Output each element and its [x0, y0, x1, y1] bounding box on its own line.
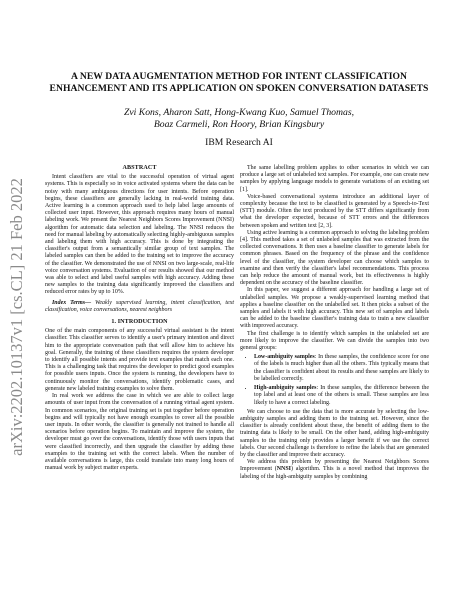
arxiv-id-text: arXiv:2202.10137v1 [cs.CL] 21 Feb 2022	[7, 178, 26, 456]
arxiv-identifier-sidebar	[4, 178, 30, 456]
bullet-label-low: Low-ambiguity samples	[254, 354, 315, 361]
introduction-heading: 1. INTRODUCTION	[111, 319, 168, 326]
body-paragraph-2: Voice-based conversational systems introduce an additional layer of complexity because the text to be classified is generated by a Speech-to-Text (STT) module. Often the text produced by the STT differs significantly from what the developer expected, because of STT errors and the differences between spoken and written text [2, 3].	[240, 193, 429, 229]
body-paragraph-5: The first challenge is to identify which samples in the unlabeled set are more likely to improve the classifier. We can divide the samples into two general groups:	[240, 330, 429, 352]
abstract-heading: ABSTRACT	[122, 165, 157, 171]
body-paragraph-3: Using active learning is a common approach to solving the labeling problem [4]. This method takes a set of unlabeled samples that was extracted from the collected conversations. It then uses a baseline classifier to generate labels for common phrases. Based on the frequency of the phrase and the confidence level of the classifier, the system developer can choose which samples to examine and then verify the classifier's label recommendations. This process can help reduce the amount of manual work, but its effectiveness is highly dependent on the accuracy of the baseline classifier.	[240, 229, 429, 287]
affiliation: IBM Research AI	[205, 137, 273, 148]
abstract-text: Intent classifiers are vital to the successful operation of virtual agent systems. This is especially so in voice activated systems where the data can be noisy with many ambiguous directions for user intents. Before operation begins, these classifiers are generally lacking in real-world training data. Active learning is a common approach used to help label large amounts of collected user input. However, this approach requires many hours of manual labeling work. We present the Nearest Neighbors Scores Improvement (NNSI) algorithm for automatic data selection and labeling. The NNSI reduces the need for manual labeling by automatically selecting highly-ambiguous samples and labeling them with high accuracy. This is done by integrating the classifier's output from a semantically similar group of text samples. The labeled samples can then be added to the training set to improve the accuracy of the classifier. We demonstrated the use of NNSI on two large-scale, real-life voice conversation systems. Evaluation of our results showed that our method was able to select and label useful samples with high accuracy. Adding these new samples to the training data significantly improved the classifiers and reduced error rates by up to 10%.	[45, 174, 234, 296]
sample-groups-list	[240, 354, 429, 406]
list-item	[254, 354, 429, 383]
bullet-text-low: : In these samples, the confidence score for one of the labels is much higher than all the others. This typically means that the classifier is confident about its results and these samples are likely to be labelled correctly.	[254, 354, 429, 382]
title-line-2: ENHANCEMENT AND ITS APPLICATION ON SPOKEN CONVERSATION DATASETS	[49, 83, 429, 94]
author-list	[44, 107, 434, 131]
index-terms-text: Weakly supervised learning, intent classification, text classification, voice conversations, nearest neighbors	[45, 299, 234, 313]
body-paragraph-7	[240, 459, 429, 481]
right-column	[240, 165, 429, 481]
intro-paragraph-1: One of the main components of any successful virtual assistant is the intent classifier. This classifier serves to identify a user's primary intention and direct him to the appropriate conversation path that will allow him to achieve his goal. Generally, the training of these classifiers requires the system developer to identify all possible intents and provide text examples that match each one. This is a challenging task that requires the developer to predict good examples for possible users inputs. Once the system is running, the developers have to continuously monitor the conversations, identify problematic cases, and generate new labeled training examples to solve them.	[45, 328, 234, 392]
list-item	[254, 385, 429, 407]
paper-title	[44, 71, 434, 95]
left-column	[45, 165, 234, 472]
bullet-text-high: : In these samples, the difference between the top label and at least one of the others is small. These samples are less likely to have a correct labeling.	[254, 385, 429, 406]
title-line-1: A NEW DATA AUGMENTATION METHOD FOR INTENT CLASSIFICATION	[70, 71, 408, 82]
intro-paragraph-2: In real work we address the case in which we are able to collect large amounts of user input from the conversation of a running virtual agent system. In common scenarios, the original training set is put together before operation begins and will typically not have enough examples to cover all the possible user inputs. In other words, the classifier is generally not trained to handle all scenarios before operation begins. To maintain and improve the system, the developer must go over the conversations, identify those with users inputs that were classified incorrectly, and then upgrade the classifier by adding these examples to the training set with the correct labels. When the number of available conversations is large, this could translate into many long hours of manual work by subject matter experts.	[45, 393, 234, 472]
body-paragraph-6: We can choose to use the data that is more accurate by selecting the low-ambiguity samples and adding them to the training set. However, since the classifier is already confident about these, the benefit of adding them to the training data is likely to be small. On the other hand, adding high-ambiguity samples to the training only provides a larger benefit if we use the correct labels. Our second challenge is therefore to refine the labels that are generated by the classifier and improve their accuracy.	[240, 408, 429, 458]
p7-part-c: ) algorithm. This is a novel method that improves the labeling of the high-ambiguity samples by combining	[240, 466, 429, 480]
p7-nnsi: NNSI	[276, 466, 291, 473]
p7-part-a: We address this problem by presenting the Nearest Neighbors Scores Improvement (	[240, 459, 429, 473]
bullet-label-high: High-ambiguity samples	[254, 385, 317, 392]
body-paragraph-1: The same labelling problem applies to other scenarios in which we can produce a large set of unlabeled text samples. For example, one can create new samples by applying language models to generate variations of an existing set [1].	[240, 165, 429, 193]
index-terms-label: Index Terms—	[52, 299, 92, 306]
body-paragraph-4: In this paper, we suggest a different approach for handling a large set of unlabelled samples. We propose a weakly-supervised learning method that applies a baseline classifier on the unlabelled set. It then picks a subset of the samples and labels it with high accuracy. This new set of samples and labels can be added to the baseline classifier's training data to train a new classifier with improved accuracy.	[240, 287, 429, 330]
authors-line-2: Boaz Carmeli, Ron Hoory, Brian Kingsbury	[153, 119, 325, 130]
authors-line-1: Zvi Kons, Aharon Satt, Hong-Kwang Kuo, Samuel Thomas,	[123, 107, 355, 118]
index-terms	[45, 300, 234, 314]
